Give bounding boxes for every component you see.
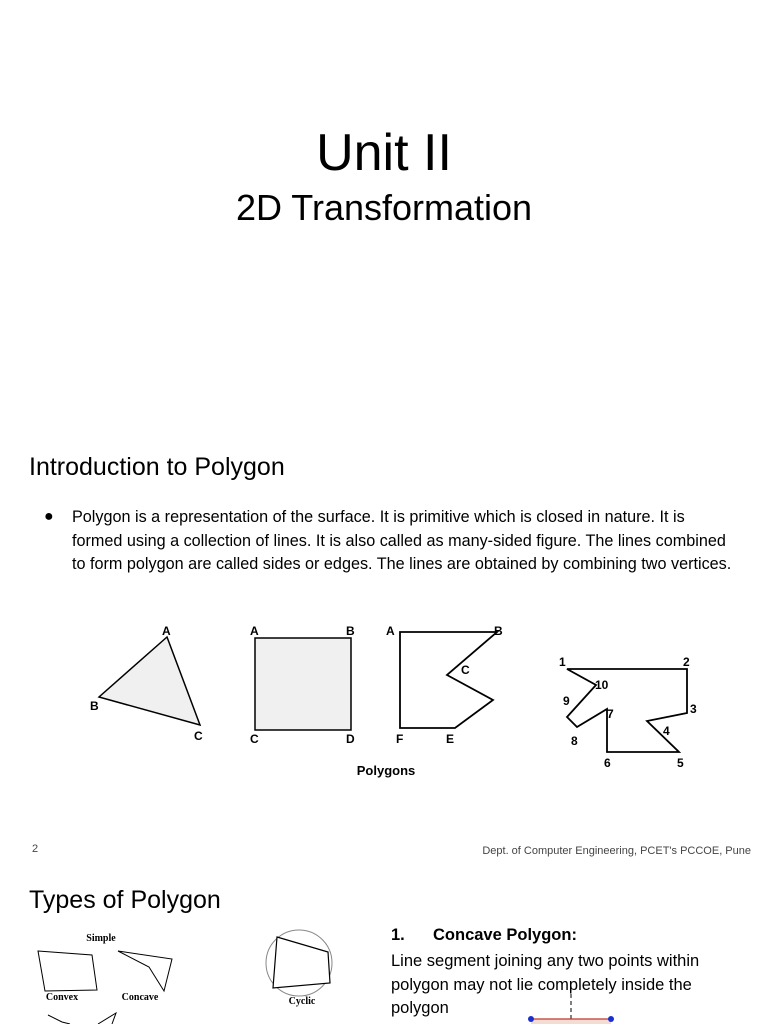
complex-label-8: 8 — [571, 734, 578, 748]
slide-title: Unit II — [316, 124, 452, 182]
triangle-label-b: B — [90, 699, 99, 713]
concave-item-text: Line segment joining any two points within polygon may not lie completely inside the polygon — [391, 952, 700, 1017]
triangle-label-a: A — [162, 624, 171, 638]
concave-item-title — [391, 926, 577, 945]
slide-number: 2 — [32, 843, 39, 855]
complex-label-1: 1 — [559, 655, 566, 669]
cyclic-label: Cyclic — [288, 996, 316, 1007]
concave-example-label: Concave — [121, 992, 159, 1003]
polygons-figure — [0, 615, 768, 785]
square-label-d: D — [346, 732, 355, 746]
concave-item-number: 1. — [391, 926, 405, 944]
intro-heading: Introduction to Polygon — [29, 453, 285, 481]
intro-bullet-text: Polygon is a representation of the surface. It is primitive which is closed in nature. It is formed using a collection of lines. It is also called as many-sided figure. The lines combined to form polygon are called sides or edges. The lines are obtained by combining two vertices. — [72, 508, 732, 573]
concave-example-shape — [118, 951, 172, 991]
polygon-types-figure — [0, 925, 370, 1024]
diagram-shape — [531, 1019, 611, 1024]
complex-label-7: 7 — [607, 707, 614, 721]
concave-label-b: B — [494, 624, 503, 638]
complex-label-6: 6 — [604, 756, 611, 770]
diagram-point-left — [528, 1016, 534, 1022]
convex-shape — [38, 951, 97, 991]
complex-label-10: 10 — [595, 678, 609, 692]
concave-label-f: F — [396, 732, 404, 746]
cyclic-shape — [273, 937, 330, 988]
complex-label-5: 5 — [677, 756, 684, 770]
triangle-label-c: C — [194, 729, 203, 743]
diagram-point-right — [608, 1016, 614, 1022]
complex-label-9: 9 — [563, 694, 570, 708]
complex-label-4: 4 — [663, 724, 670, 738]
triangle-shape — [99, 637, 200, 725]
concave-shape — [400, 632, 497, 728]
concave-label-a: A — [386, 624, 395, 638]
extra-shape-partial — [48, 1015, 70, 1024]
types-heading: Types of Polygon — [29, 886, 221, 914]
complex-label-3: 3 — [690, 702, 697, 716]
convex-label: Convex — [45, 992, 79, 1003]
square-label-c: C — [250, 732, 259, 746]
polygons-caption: Polygons — [356, 763, 416, 778]
slide-subtitle: 2D Transformation — [235, 187, 533, 228]
concave-label-c: C — [461, 663, 470, 677]
extra-shape-partial-2 — [98, 1013, 116, 1024]
concave-item-title-text: Concave Polygon: — [433, 926, 577, 944]
complex-shape — [567, 669, 687, 752]
concave-diagram — [520, 985, 620, 1024]
bullet-icon: ● — [44, 508, 54, 525]
simple-label: Simple — [86, 933, 116, 944]
square-label-a: A — [250, 624, 259, 638]
slide-footer: Dept. of Computer Engineering, PCET's PCCOE, Pune — [482, 845, 751, 857]
concave-label-e: E — [446, 732, 455, 746]
square-label-b: B — [346, 624, 355, 638]
complex-label-2: 2 — [683, 655, 690, 669]
square-shape — [255, 638, 351, 730]
